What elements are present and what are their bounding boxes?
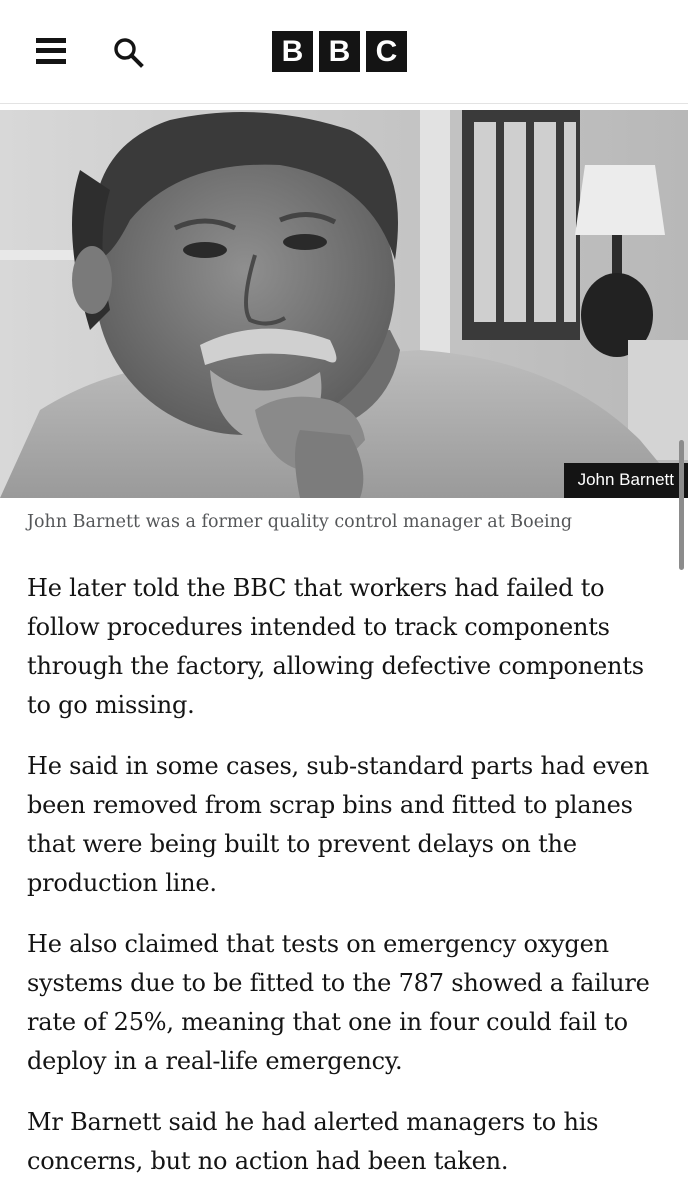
- article-paragraph: He later told the BBC that workers had failed to follow procedures intended to track components through the factory, allowing defective components to go missing.: [27, 574, 644, 719]
- image-credit: John Barnett: [564, 463, 688, 498]
- logo-letter: B: [319, 31, 360, 72]
- logo-letter: C: [366, 31, 407, 72]
- bbc-logo[interactable]: [272, 31, 407, 72]
- hamburger-menu-icon[interactable]: [36, 38, 66, 64]
- portrait-photo: [0, 110, 688, 498]
- article-paragraph: Mr Barnett said he had alerted managers to his concerns, but no action had been taken.: [27, 1108, 599, 1175]
- scrollbar[interactable]: [679, 440, 684, 570]
- search-icon[interactable]: [112, 36, 144, 68]
- article-paragraph: He said in some cases, sub-standard parts had even been removed from scrap bins and fitted to planes that were being built to prevent delays on the production line.: [27, 752, 650, 897]
- article-paragraph: He also claimed that tests on emergency oxygen systems due to be fitted to the 787 showed a failure rate of 25%, meaning that one in four could fail to deploy in a real-life emergency.: [27, 930, 650, 1075]
- top-navigation-bar: [0, 0, 688, 104]
- article-hero-image: [0, 110, 688, 498]
- logo-letter: B: [272, 31, 313, 72]
- article-body: [27, 569, 655, 1200]
- image-caption: John Barnett was a former quality control manager at Boeing: [27, 512, 573, 532]
